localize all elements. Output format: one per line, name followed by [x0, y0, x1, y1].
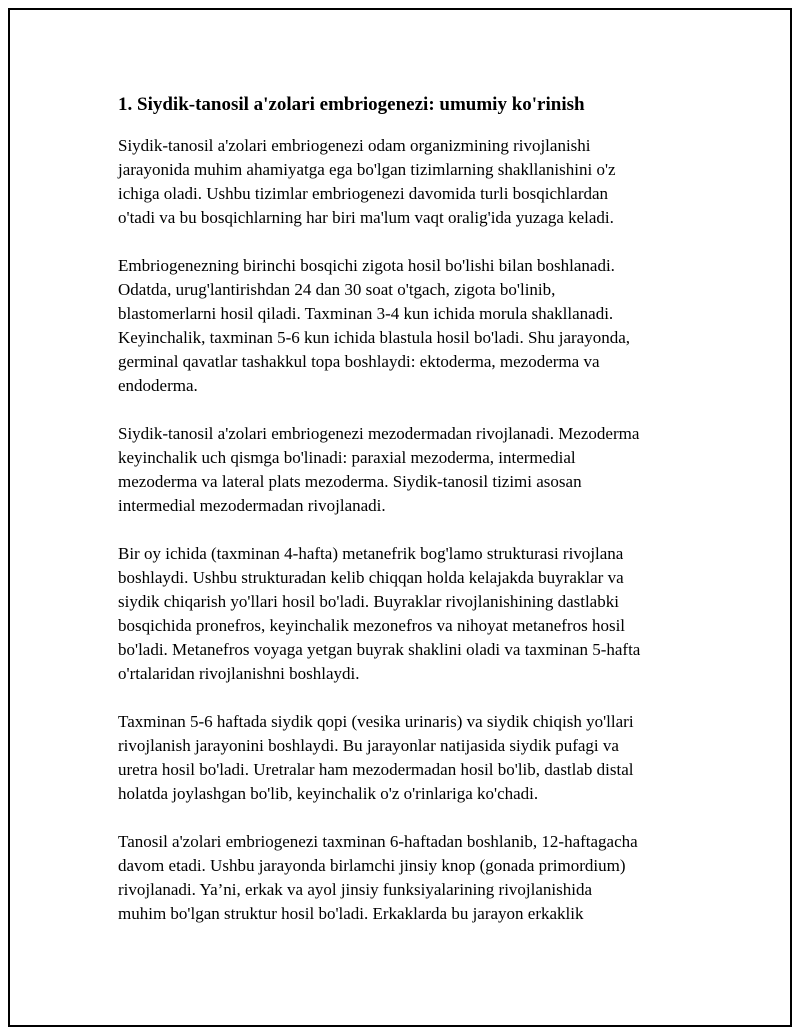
text-line: o'rtalaridan rivojlanishni boshlaydi. [118, 664, 360, 683]
text-line: Siydik-tanosil a'zolari embriogenezi mezodermadan rivojlanadi. Mezoderma [118, 424, 640, 443]
text-line: germinal qavatlar tashakkul topa boshlaydi: ektoderma, mezoderma va [118, 352, 600, 371]
text-line: holatda joylashgan bo'lib, keyinchalik o'z o'rinlariga ko'chadi. [118, 784, 539, 803]
paragraph-3 [118, 422, 718, 518]
paragraph-5 [118, 710, 718, 806]
text-line: bosqichida pronefros, keyinchalik mezonefros va nihoyat metanefros hosil [118, 616, 626, 635]
text-line: mezoderma va lateral plats mezoderma. Siydik-tanosil tizimi asosan [118, 472, 582, 491]
text-line: uretra hosil bo'ladi. Uretralar ham mezodermadan hosil bo'lib, dastlab distal [118, 760, 634, 779]
text-line: Odatda, urug'lantirishdan 24 dan 30 soat o'tgach, zigota bo'linib, [118, 280, 556, 299]
section-title: 1. Siydik-tanosil a'zolari embriogenezi: umumiy ko'rinish [118, 94, 585, 115]
text-line: bo'ladi. Metanefros voyaga yetgan buyrak shaklini oladi va taxminan 5-hafta [118, 640, 641, 659]
text-line: rivojlanadi. Ya’ni, erkak va ayol jinsiy funksiyalarining rivojlanishida [118, 880, 593, 899]
text-line: boshlaydi. Ushbu strukturadan kelib chiqqan holda kelajakda buyraklar va [118, 568, 624, 587]
document-body [118, 93, 718, 950]
text-line: Keyinchalik, taxminan 5-6 kun ichida blastula hosil bo'ladi. Shu jarayonda, [118, 328, 631, 347]
text-line: siydik chiqarish yo'llari hosil bo'ladi. Buyraklar rivojlanishining dastlabki [118, 592, 619, 611]
paragraph-1 [118, 134, 718, 230]
paragraph-6 [118, 830, 718, 926]
text-line: blastomerlarni hosil qiladi. Taxminan 3-4 kun ichida morula shakllanadi. [118, 304, 614, 323]
text-line: Tanosil a'zolari embriogenezi taxminan 6-haftadan boshlanib, 12-haftagacha [118, 832, 638, 851]
text-line: Siydik-tanosil a'zolari embriogenezi odam organizmining rivojlanishi [118, 136, 591, 155]
text-line: jarayonida muhim ahamiyatga ega bo'lgan tizimlarning shakllanishini o'z [118, 160, 616, 179]
text-line: o'tadi va bu bosqichlarning har biri ma'lum vaqt oralig'ida yuzaga keladi. [118, 208, 614, 227]
text-line: Bir oy ichida (taxminan 4-hafta) metanefrik bog'lamo strukturasi rivojlana [118, 544, 624, 563]
paragraph-2 [118, 254, 718, 398]
text-line: muhim bo'lgan struktur hosil bo'ladi. Erkaklarda bu jarayon erkaklik [118, 904, 584, 923]
text-line: endoderma. [118, 376, 198, 395]
text-line: Embriogenezning birinchi bosqichi zigota hosil bo'lishi bilan boshlanadi. [118, 256, 615, 275]
text-line: ichiga oladi. Ushbu tizimlar embriogenezi davomida turli bosqichlardan [118, 184, 609, 203]
text-line: davom etadi. Ushbu jarayonda birlamchi jinsiy knop (gonada primordium) [118, 856, 626, 875]
text-line: rivojlanish jarayonini boshlaydi. Bu jarayonlar natijasida siydik pufagi va [118, 736, 619, 755]
text-line: intermedial mezodermadan rivojlanadi. [118, 496, 386, 515]
text-line: keyinchalik uch qismga bo'linadi: paraxial mezoderma, intermedial [118, 448, 576, 467]
paragraph-4 [118, 542, 718, 686]
text-line: Taxminan 5-6 haftada siydik qopi (vesika urinaris) va siydik chiqish yo'llari [118, 712, 634, 731]
